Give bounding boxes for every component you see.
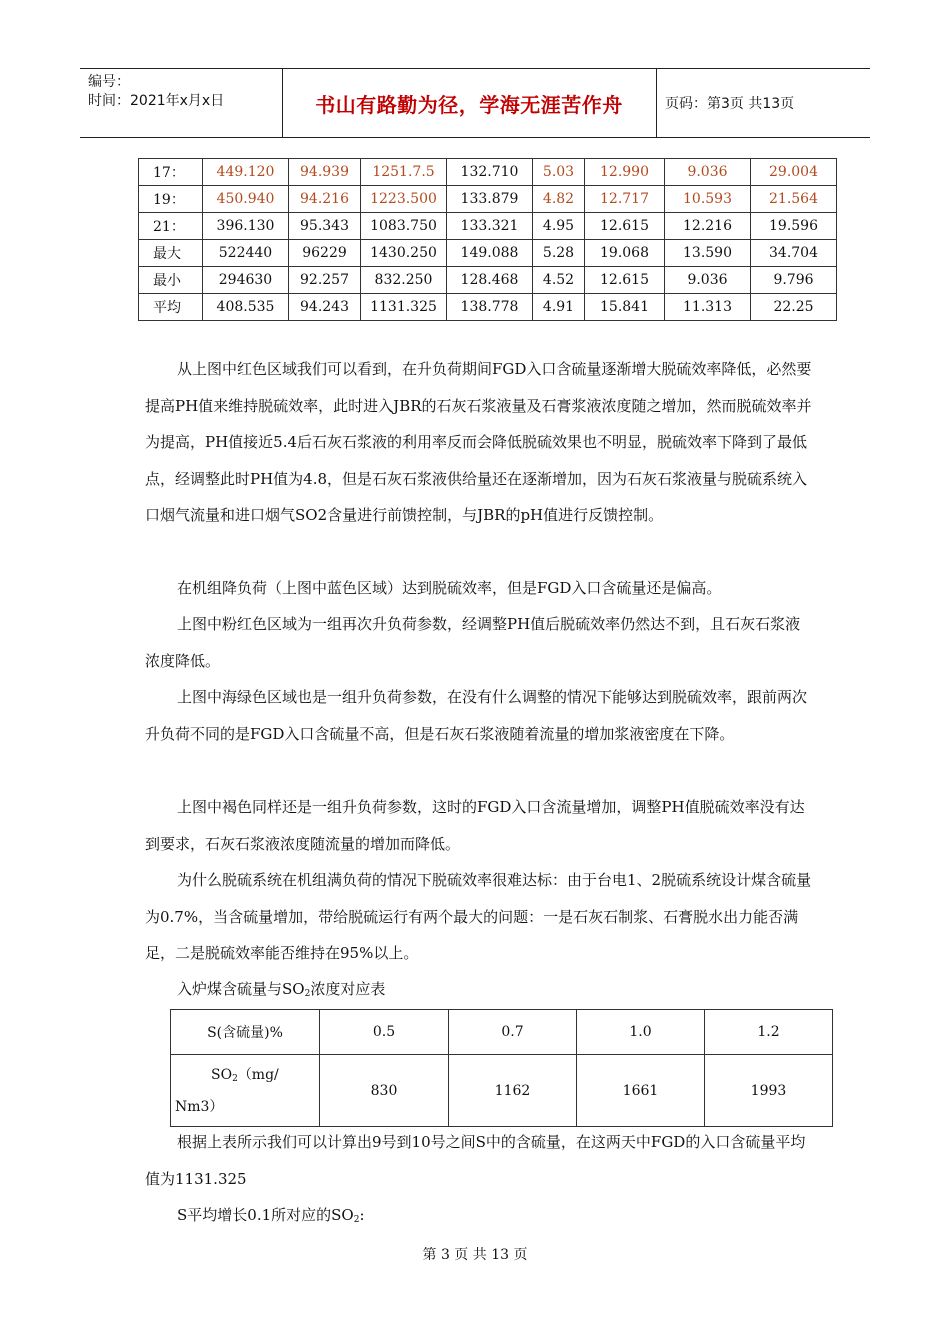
- page-footer: 第 3 页 共 13 页: [422, 1247, 528, 1263]
- table-cell: 1223.500: [361, 186, 447, 213]
- table-cell: 11.313: [665, 294, 751, 321]
- table-cell: 408.535: [203, 294, 289, 321]
- so2-row-label: S(含硫量)%: [171, 1010, 320, 1055]
- table-cell: 450.940: [203, 186, 289, 213]
- table-cell: 832.250: [361, 267, 447, 294]
- table-cell: 12.717: [585, 186, 665, 213]
- doc-time-label: 时间：2021年x月x日: [88, 93, 225, 109]
- so2-cell: 0.5: [320, 1010, 449, 1055]
- table-cell: 21.564: [751, 186, 837, 213]
- table-cell: 294630: [203, 267, 289, 294]
- table-cell: 5.03: [533, 159, 585, 186]
- data-table: [138, 158, 837, 321]
- table-row: [139, 213, 837, 240]
- header-meta: [80, 69, 283, 137]
- so2-cell: 0.7: [449, 1010, 577, 1055]
- table-row: [139, 240, 837, 267]
- row-label: 17：: [139, 159, 203, 186]
- so2-cell: 1.0: [577, 1010, 705, 1055]
- so2-cell: 1993: [705, 1055, 833, 1127]
- so2-row-sulfur: [171, 1010, 833, 1055]
- so2-row-concentration: [171, 1055, 833, 1127]
- row-label: 最大: [139, 240, 203, 267]
- table-cell: 4.82: [533, 186, 585, 213]
- table-cell: 19.068: [585, 240, 665, 267]
- so2-row-label: $SO_2(mg/$ Nm3）: [171, 1055, 320, 1127]
- table-row: [139, 159, 837, 186]
- table-cell: 22.25: [751, 294, 837, 321]
- table-cell: 1251.7.5: [361, 159, 447, 186]
- table-cell: 10.593: [665, 186, 751, 213]
- table-cell: 522440: [203, 240, 289, 267]
- paragraph-3: 上图中粉红色区域为一组再次升负荷参数，经调整PH值后脱硫效率仍然达不到，且石灰石浆液浓度降低。: [145, 615, 801, 670]
- table-cell: 133.321: [447, 213, 533, 240]
- paragraph-1: 从上图中红色区域我们可以看到，在升负荷期间FGD入口含硫量逐渐增大脱硫效率降低，必然要提高PH值来维持脱硫效率，此时进入JBR的石灰石浆液量及石膏浆液浓度随之增加，然而脱硫效率并为提高，PH值接近5.4后石灰石浆液的利用率反而会降低脱硫效果也不明显，脱硫效率下降到了最低点，经调整此时PH值为4.8，但是石灰石浆液供给量还在逐渐增加，因为石灰石浆液量与脱硫系统入口烟气流量和进口烟气SO2含量进行前馈控制，与JBR的pH值进行反馈控制。: [145, 360, 812, 524]
- so2-cell: 1162: [449, 1055, 577, 1127]
- paragraph-6: 为什么脱硫系统在机组满负荷的情况下脱硫效率很难达标：由于台电1、2脱硫系统设计煤含硫量为0.7%，当含硫量增加，带给脱硫运行有两个最大的问题：一是石灰石制浆、石膏脱水出力能否满足，二是脱硫效率能否维持在95%以上。: [145, 871, 812, 962]
- table-cell: 1131.325: [361, 294, 447, 321]
- so2-table: [170, 1009, 833, 1127]
- so2-cell: 830: [320, 1055, 449, 1127]
- table-cell: 9.796: [751, 267, 837, 294]
- table-cell: 12.615: [585, 213, 665, 240]
- so2-cell: 1661: [577, 1055, 705, 1127]
- paragraph-2: 在机组降负荷（上图中蓝色区域）达到脱硫效率，但是FGD入口含硫量还是偏高。: [177, 579, 722, 597]
- header-motto: 书山有路勤为径，学海无涯苦作舟: [282, 69, 657, 137]
- table-cell: 4.95: [533, 213, 585, 240]
- table-cell: 95.343: [289, 213, 361, 240]
- table-cell: 9.036: [665, 159, 751, 186]
- paragraph-4: 上图中海绿色区域也是一组升负荷参数，在没有什么调整的情况下能够达到脱硫效率，跟前两次升负荷不同的是FGD入口含硫量不高，但是石灰石浆液随着流量的增加浆液密度在下降。: [145, 688, 808, 743]
- table-cell: 133.879: [447, 186, 533, 213]
- table-cell: 4.52: [533, 267, 585, 294]
- table-cell: 29.004: [751, 159, 837, 186]
- row-label: 19：: [139, 186, 203, 213]
- paragraph-5: 上图中褐色同样还是一组升负荷参数，这时的FGD入口含流量增加，调整PH值脱硫效率没有达到要求，石灰石浆液浓度随流量的增加而降低。: [145, 798, 805, 853]
- table-cell: 94.243: [289, 294, 361, 321]
- table-cell: 9.036: [665, 267, 751, 294]
- row-label: 平均: [139, 294, 203, 321]
- table-cell: 96229: [289, 240, 361, 267]
- paragraph-after-table: 根据上表所示我们可以计算出9号到10号之间S中的含硫量，在这两天中FGD的入口含硫量平均值为1131.325: [145, 1133, 806, 1188]
- table-cell: 132.710: [447, 159, 533, 186]
- table-cell: 15.841: [585, 294, 665, 321]
- table-cell: 12.990: [585, 159, 665, 186]
- table-cell: 12.216: [665, 213, 751, 240]
- page-header: [80, 68, 870, 138]
- table-cell: 138.778: [447, 294, 533, 321]
- table-row: [139, 186, 837, 213]
- table-cell: 149.088: [447, 240, 533, 267]
- doc-code-label: 编号：: [88, 74, 130, 90]
- table-cell: 13.590: [665, 240, 751, 267]
- table-cell: 92.257: [289, 267, 361, 294]
- table-cell: 12.615: [585, 267, 665, 294]
- header-page-info: 页码：第3页 共13页: [665, 96, 795, 112]
- table-cell: 449.120: [203, 159, 289, 186]
- table-cell: 34.704: [751, 240, 837, 267]
- table-cell: 128.468: [447, 267, 533, 294]
- table-cell: 396.130: [203, 213, 289, 240]
- table-cell: 19.596: [751, 213, 837, 240]
- table-cell: 4.91: [533, 294, 585, 321]
- table-row: [139, 294, 837, 321]
- paragraph-last-line: S平均增长0.1所对应的$SO_2$:: [177, 1206, 365, 1225]
- table-cell: 94.216: [289, 186, 361, 213]
- table-row: [139, 267, 837, 294]
- table-cell: 94.939: [289, 159, 361, 186]
- table-cell: 1083.750: [361, 213, 447, 240]
- so2-table-caption: 入炉煤含硫量与$SO_2$浓度对应表: [177, 980, 386, 999]
- row-label: 最小: [139, 267, 203, 294]
- so2-cell: 1.2: [705, 1010, 833, 1055]
- table-cell: 5.28: [533, 240, 585, 267]
- table-cell: 1430.250: [361, 240, 447, 267]
- row-label: 21：: [139, 213, 203, 240]
